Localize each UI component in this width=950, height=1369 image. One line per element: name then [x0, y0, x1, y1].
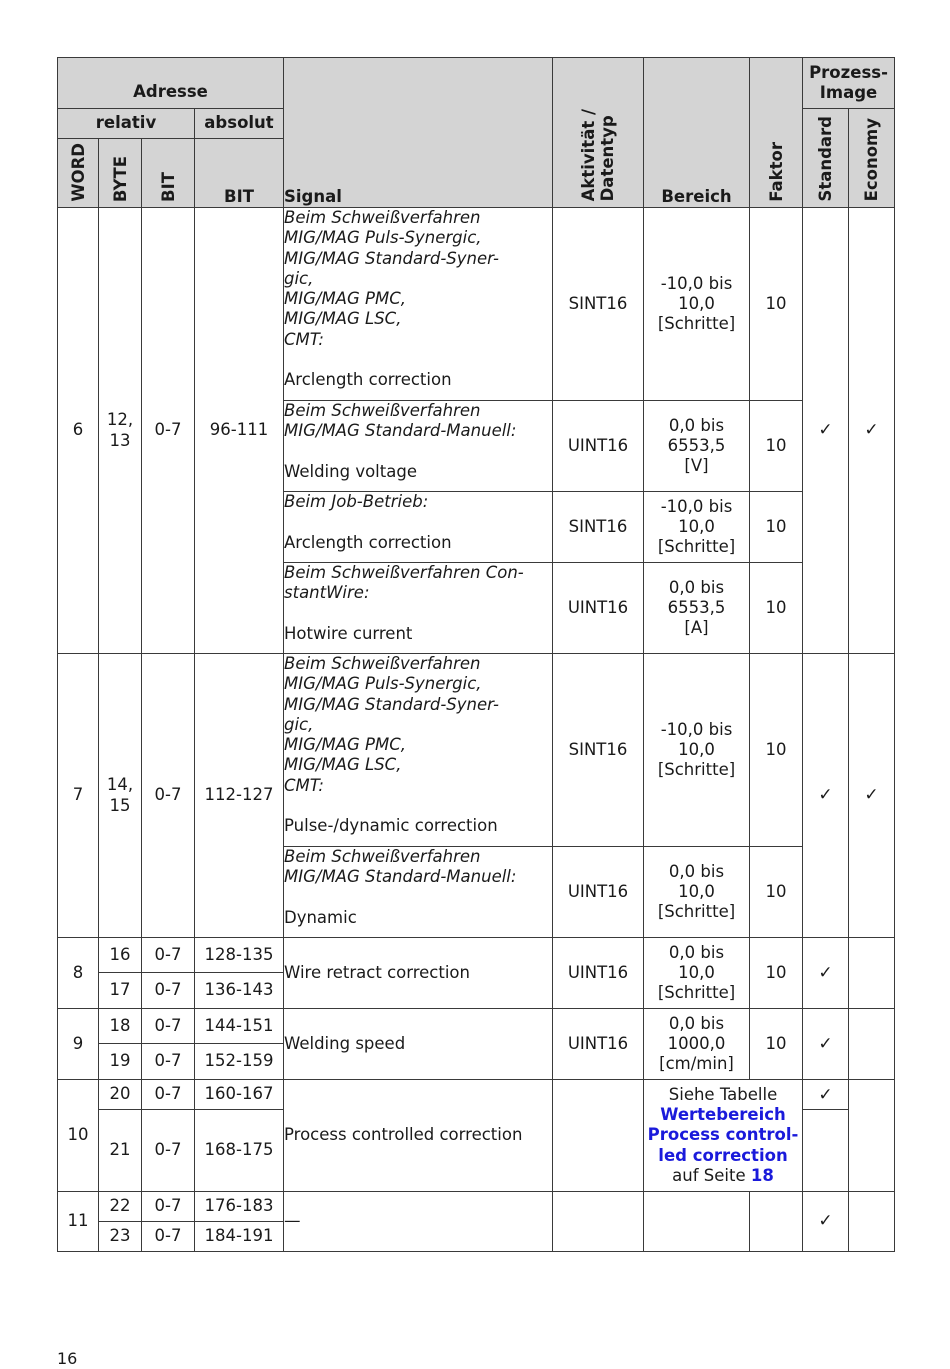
bit-cell: 0-7: [142, 1080, 195, 1110]
standard-check: ✓: [803, 1192, 849, 1252]
header-word: WORD: [58, 139, 99, 208]
range-cell: -10,0 bis 10,0 [Schritte]: [644, 654, 750, 847]
datatype-cell: UINT16: [553, 401, 644, 492]
header-prozess-image: Prozess- Image: [803, 58, 895, 109]
range-cell: 0,0 bis 6553,5 [A]: [644, 563, 750, 654]
datatype-cell: SINT16: [553, 492, 644, 563]
process-data-table: [57, 57, 895, 1252]
word-cell: 9: [58, 1009, 99, 1080]
bit-cell: 0-7: [142, 1222, 195, 1252]
bit-cell: 0-7: [142, 973, 195, 1009]
header-byte: BYTE: [99, 139, 142, 208]
range-cell: 0,0 bis 10,0 [Schritte]: [644, 847, 750, 938]
signal-cell: Beim Schweißverfahren Con- stantWire: Hotwire current: [284, 563, 553, 654]
signal-cell: Beim Job-Betrieb: Arclength correction: [284, 492, 553, 563]
bit-cell: 0-7: [142, 1044, 195, 1080]
range-cell: -10,0 bis 10,0 [Schritte]: [644, 492, 750, 563]
standard-check: ✓: [803, 1080, 849, 1110]
header-signal: Signal: [284, 58, 553, 208]
standard-check: ✓: [803, 1009, 849, 1080]
byte-cell: 18: [99, 1009, 142, 1044]
byte-cell: 17: [99, 973, 142, 1009]
page-number: 16: [57, 1349, 78, 1368]
abs-bit-cell: 176-183: [195, 1192, 284, 1222]
abs-bit-cell: 152-159: [195, 1044, 284, 1080]
signal-cell: Beim Schweißverfahren MIG/MAG Standard-Manuell: Welding voltage: [284, 401, 553, 492]
signal-cell: Beim Schweißverfahren MIG/MAG Puls-Synergic, MIG/MAG Standard-Syner- gic, MIG/MAG PMC, MIG/MAG LSC, CMT: Arclength correction: [284, 208, 553, 401]
datatype-empty: [553, 1192, 644, 1252]
standard-check: ✓: [803, 208, 849, 654]
word-cell: 8: [58, 938, 99, 1009]
bit-cell: 0-7: [142, 208, 195, 654]
factor-cell: 10: [750, 938, 803, 1009]
economy-empty: [849, 1009, 895, 1080]
table-row: [58, 208, 895, 401]
abs-bit-cell: 128-135: [195, 938, 284, 973]
header-aktivitaet-datentyp: Aktivität / Datentyp: [553, 58, 644, 208]
datatype-cell: UINT16: [553, 1009, 644, 1080]
table-row: [58, 1192, 895, 1222]
economy-empty: [849, 1192, 895, 1252]
abs-bit-cell: 136-143: [195, 973, 284, 1009]
byte-cell: 23: [99, 1222, 142, 1252]
abs-bit-cell: 112-127: [195, 654, 284, 938]
bit-cell: 0-7: [142, 654, 195, 938]
header-adresse: Adresse: [58, 58, 284, 109]
factor-cell: 10: [750, 563, 803, 654]
factor-cell: 10: [750, 1009, 803, 1080]
range-table-link[interactable]: Wertebereich Process control- led correction: [647, 1105, 799, 1165]
word-cell: 11: [58, 1192, 99, 1252]
byte-cell: 16: [99, 938, 142, 973]
header-relativ: relativ: [58, 109, 195, 139]
bit-cell: 0-7: [142, 1192, 195, 1222]
abs-bit-cell: 144-151: [195, 1009, 284, 1044]
standard-empty: [803, 1110, 849, 1192]
abs-bit-cell: 168-175: [195, 1110, 284, 1192]
range-empty: [644, 1192, 750, 1252]
word-cell: 7: [58, 654, 99, 938]
economy-check: ✓: [849, 654, 895, 938]
datatype-cell: UINT16: [553, 563, 644, 654]
datatype-cell: SINT16: [553, 654, 644, 847]
byte-cell: 14, 15: [99, 654, 142, 938]
standard-check: ✓: [803, 938, 849, 1009]
datatype-cell: UINT16: [553, 938, 644, 1009]
factor-cell: 10: [750, 492, 803, 563]
economy-check: ✓: [849, 208, 895, 654]
factor-cell: 10: [750, 401, 803, 492]
signal-cell: Beim Schweißverfahren MIG/MAG Puls-Synergic, MIG/MAG Standard-Syner- gic, MIG/MAG PMC, MIG/MAG LSC, CMT: Pulse-/dynamic correction: [284, 654, 553, 847]
standard-check: ✓: [803, 654, 849, 938]
signal-cell: Beim Schweißverfahren MIG/MAG Standard-Manuell: Dynamic: [284, 847, 553, 938]
range-reference-cell: Siehe Tabelle Wertebereich Process control- led correction auf Seite 18: [644, 1080, 803, 1192]
datatype-cell: UINT16: [553, 847, 644, 938]
signal-cell: Process controlled correction: [284, 1080, 553, 1192]
table-row: [58, 1009, 895, 1044]
datatype-empty: [553, 1080, 644, 1192]
word-cell: 6: [58, 208, 99, 654]
bit-cell: 0-7: [142, 1110, 195, 1192]
page-link[interactable]: 18: [750, 1165, 774, 1185]
economy-empty: [849, 938, 895, 1009]
factor-cell: 10: [750, 847, 803, 938]
byte-cell: 19: [99, 1044, 142, 1080]
range-cell: 0,0 bis 10,0 [Schritte]: [644, 938, 750, 1009]
abs-bit-cell: 184-191: [195, 1222, 284, 1252]
header-absolut: absolut: [195, 109, 284, 139]
range-cell: 0,0 bis 1000,0 [cm/min]: [644, 1009, 750, 1080]
byte-cell: 12, 13: [99, 208, 142, 654]
table-row: [58, 654, 895, 847]
range-cell: -10,0 bis 10,0 [Schritte]: [644, 208, 750, 401]
byte-cell: 21: [99, 1110, 142, 1192]
factor-cell: 10: [750, 208, 803, 401]
factor-cell: 10: [750, 654, 803, 847]
range-cell: 0,0 bis 6553,5 [V]: [644, 401, 750, 492]
header-bit-relative: BIT: [142, 139, 195, 208]
word-cell: 10: [58, 1080, 99, 1192]
header-bit-absolute: BIT: [195, 139, 284, 208]
signal-cell: Wire retract correction: [284, 938, 553, 1009]
abs-bit-cell: 160-167: [195, 1080, 284, 1110]
table-row: [58, 1080, 895, 1110]
byte-cell: 20: [99, 1080, 142, 1110]
factor-empty: [750, 1192, 803, 1252]
byte-cell: 22: [99, 1192, 142, 1222]
table-row: [58, 938, 895, 973]
header-bereich: Bereich: [644, 58, 750, 208]
header-economy: Economy: [849, 109, 895, 208]
signal-cell: —: [284, 1192, 553, 1252]
datatype-cell: SINT16: [553, 208, 644, 401]
bit-cell: 0-7: [142, 938, 195, 973]
economy-empty: [849, 1080, 895, 1192]
header-standard: Standard: [803, 109, 849, 208]
bit-cell: 0-7: [142, 1009, 195, 1044]
signal-cell: Welding speed: [284, 1009, 553, 1080]
abs-bit-cell: 96-111: [195, 208, 284, 654]
header-faktor: Faktor: [750, 58, 803, 208]
